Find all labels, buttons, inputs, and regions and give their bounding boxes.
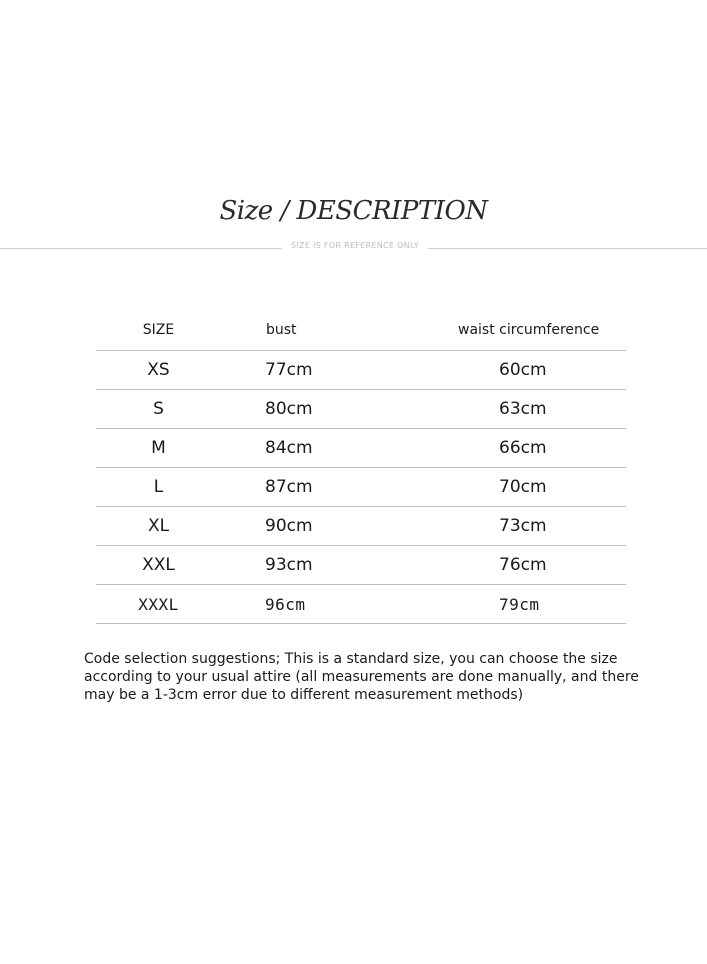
reference-subtitle: SIZE IS FOR REFERENCE ONLY <box>282 241 428 250</box>
size-chart-table <box>96 310 626 624</box>
bust-cell: 96cm <box>221 585 401 624</box>
table-row <box>96 429 626 468</box>
waist-cell: 60cm <box>401 351 626 390</box>
bust-cell: 80cm <box>221 390 401 429</box>
bust-cell: 84cm <box>221 429 401 468</box>
waist-cell: 66cm <box>401 429 626 468</box>
column-header-waist: waist circumference <box>401 310 626 351</box>
size-cell: XL <box>96 507 221 546</box>
table-row <box>96 507 626 546</box>
bust-cell: 93cm <box>221 546 401 585</box>
bust-cell: 77cm <box>221 351 401 390</box>
size-cell: XXXL <box>96 585 221 624</box>
size-cell: L <box>96 468 221 507</box>
column-header-bust: bust <box>221 310 401 351</box>
size-cell: XXL <box>96 546 221 585</box>
waist-cell: 63cm <box>401 390 626 429</box>
table-header-row <box>96 310 626 351</box>
bust-cell: 87cm <box>221 468 401 507</box>
table-row <box>96 390 626 429</box>
waist-cell: 70cm <box>401 468 626 507</box>
table-row <box>96 585 626 624</box>
waist-cell: 79cm <box>401 585 626 624</box>
size-cell: XS <box>96 351 221 390</box>
bust-cell: 90cm <box>221 507 401 546</box>
size-cell: S <box>96 390 221 429</box>
table-row <box>96 468 626 507</box>
waist-cell: 76cm <box>401 546 626 585</box>
table-row <box>96 546 626 585</box>
size-cell: M <box>96 429 221 468</box>
waist-cell: 73cm <box>401 507 626 546</box>
column-header-size: SIZE <box>96 310 221 351</box>
page-title: Size / DESCRIPTION <box>219 196 488 226</box>
size-selection-note: Code selection suggestions; This is a standard size, you can choose the size according to your usual attire (all measurements are done manually, and there may be a 1-3cm error due to different measurement methods) <box>84 651 639 703</box>
table-row <box>96 351 626 390</box>
